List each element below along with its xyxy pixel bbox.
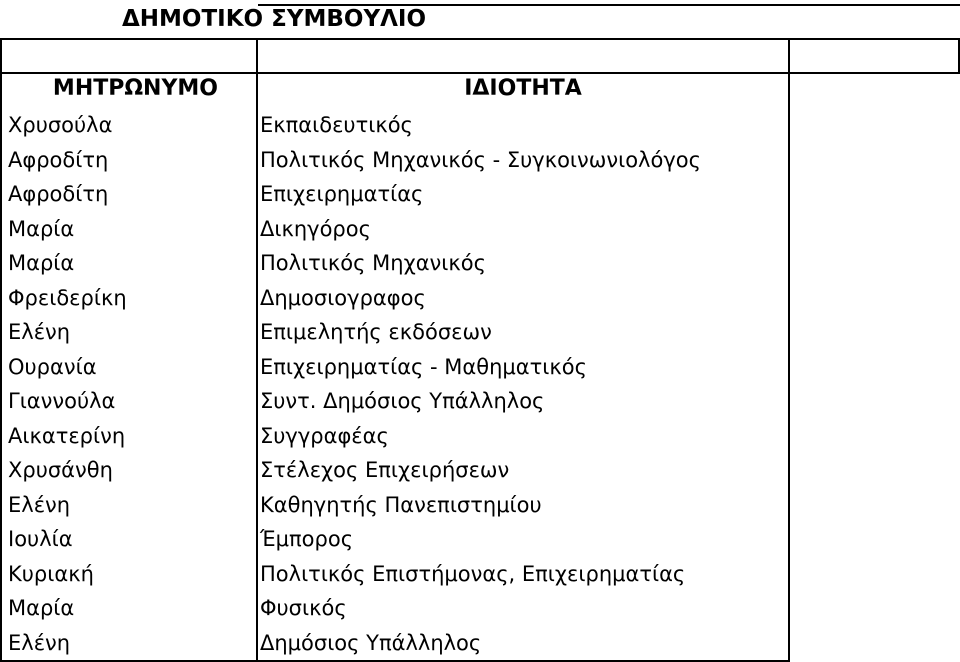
table-row <box>0 626 960 661</box>
table-row <box>0 315 960 350</box>
header-mother-name: ΜΗΤΡΩΝΥΜΟ <box>52 76 218 101</box>
mother-name-cell: Γιαννούλα <box>8 389 116 413</box>
mother-name-cell: Αικατερίνη <box>8 423 126 448</box>
table-row <box>0 281 960 316</box>
mother-name-cell: Ελένη <box>8 630 71 655</box>
table-row <box>0 453 960 488</box>
blank-row <box>0 38 960 72</box>
mother-name-cell: Αφροδίτη <box>8 182 109 206</box>
table-row <box>0 350 960 385</box>
table-row <box>0 591 960 626</box>
occupation-cell: Φυσικός <box>260 596 347 620</box>
mother-name-cell: Κυριακή <box>8 561 94 586</box>
table-row <box>0 419 960 454</box>
header-row <box>0 74 960 110</box>
occupation-cell: Επιμελητής εκδόσεων <box>260 320 492 344</box>
occupation-cell: Δημόσιος Υπάλληλος <box>260 630 482 655</box>
table-row <box>0 212 960 247</box>
mother-name-cell: Μαρία <box>8 251 75 275</box>
table-row <box>0 246 960 281</box>
mother-name-cell: Αφροδίτη <box>8 147 109 172</box>
mother-name-cell: Φρειδερίκη <box>8 285 127 310</box>
occupation-cell: Δημοσιογραφος <box>260 285 426 310</box>
table-row <box>0 143 960 178</box>
occupation-cell: Συντ. Δημόσιος Υπάλληλος <box>260 389 545 413</box>
mother-name-cell: Χρυσούλα <box>8 113 113 137</box>
occupation-cell: Επιχειρηματίας <box>260 182 424 206</box>
mother-name-cell: Ιουλία <box>8 527 73 551</box>
mother-name-cell: Χρυσάνθη <box>8 458 113 482</box>
occupation-cell: Δικηγόρος <box>260 216 371 241</box>
top-border-line <box>258 4 960 6</box>
mother-name-cell: Ελένη <box>8 320 71 344</box>
header-occupation: ΙΔΙΟΤΗΤΑ <box>464 76 582 101</box>
occupation-cell: Έμπορος <box>260 527 354 551</box>
table-row <box>0 522 960 557</box>
table-row <box>0 488 960 523</box>
occupation-cell: Εκπαιδευτικός <box>260 113 413 137</box>
table-row <box>0 557 960 592</box>
table-row <box>0 177 960 212</box>
table-row <box>0 384 960 419</box>
occupation-cell: Πολιτικός Επιστήμονας, Επιχειρηματίας <box>260 561 686 586</box>
table-body <box>0 108 960 660</box>
blank-cell <box>0 38 258 74</box>
mother-name-cell: Ουρανία <box>8 354 97 379</box>
mother-name-cell: Μαρία <box>8 596 75 620</box>
occupation-cell: Πολιτικός Μηχανικός - Συγκοινωνιολόγος <box>260 147 701 172</box>
occupation-cell: Συγγραφέας <box>260 423 389 448</box>
blank-cell <box>788 38 960 74</box>
occupation-cell: Στέλεχος Επιχειρήσεων <box>260 458 510 482</box>
page-title: ΔΗΜΟΤΙΚΟ ΣΥΜΒΟΥΛΙΟ <box>122 6 427 32</box>
blank-cell <box>256 38 790 74</box>
table-row <box>0 108 960 143</box>
mother-name-cell: Μαρία <box>8 216 75 241</box>
occupation-cell: Πολιτικός Μηχανικός <box>260 251 486 275</box>
occupation-cell: Επιχειρηματίας - Μαθηματικός <box>260 354 587 379</box>
occupation-cell: Καθηγητής Πανεπιστημίου <box>260 492 542 517</box>
mother-name-cell: Ελένη <box>8 492 71 517</box>
